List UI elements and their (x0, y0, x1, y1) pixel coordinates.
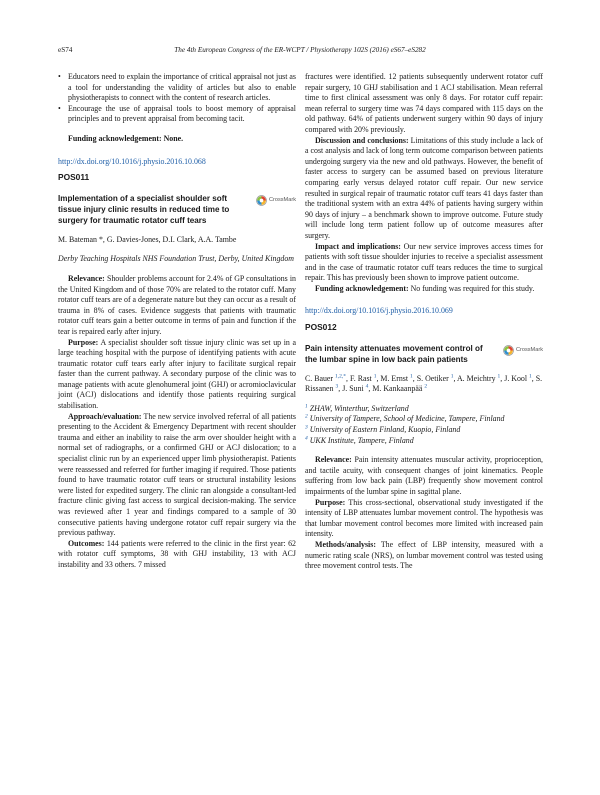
section-outcomes (58, 539, 296, 571)
section-label: Discussion and conclusions: (315, 135, 409, 145)
section-label: Purpose: (68, 337, 99, 347)
section-text: No funding was required for this study. (410, 283, 535, 293)
author-list: M. Bateman *, G. Davies-Jones, D.I. Clark, A.A. Tambe (58, 234, 237, 244)
abstract-title-text: Implementation of a specialist shoulder soft tissue injury clinic results in reduced time to surgery for traumatic rotator cuff tears (58, 193, 230, 225)
affiliation-list (305, 404, 543, 446)
section-label: Purpose: (315, 497, 346, 507)
section-impact (305, 242, 543, 284)
author: M. Kankaanpää $^2$ (372, 383, 428, 394)
author: C. Bauer $^{1,2,*}$, (305, 373, 350, 383)
section-text: Our new service improves access times for patients with soft tissue shoulder injuries to receive a specialist assessment and in the case of traumatic rotator cuff tears reduces the time to surgical repair. This has previously been shown to improve patient outcome. (305, 241, 543, 283)
section-approach (58, 412, 296, 539)
abstract-title-text: Pain intensity attenuates movement control of the lumbar spine in low back pain patients (305, 343, 483, 364)
section-purpose (305, 498, 543, 540)
author: S. Rissanen $^3$, (305, 373, 543, 394)
doi-link[interactable]: http://dx.doi.org/10.1016/j.physio.2016.10.069 (305, 306, 453, 316)
author: F. Rast $^1$, (350, 373, 381, 383)
author: J. Kool $^1$, (504, 373, 536, 383)
page-number: eS74 (58, 46, 73, 54)
section-label: Approach/evaluation: (68, 411, 142, 421)
affiliation: $^3$ University of Eastern Finland, Kuopio, Finland (305, 424, 461, 435)
section-purpose (58, 338, 296, 412)
section-text: Shoulder problems account for 2.4% of GP consultations in the United Kingdom and of those 70% are related to the rotator cuff. Many rotator cuff tears are of a degenerate nature but they can occur as a result of trauma in 8% of cases. Evidence suggests that patients with traumatic rotator cuff tears gain a better outcome in terms of pain and function if the tear is repaired early after injury. (58, 273, 296, 336)
affiliation: Derby Teaching Hospitals NHS Foundation Trust, Derby, United Kingdom (58, 254, 294, 264)
abstract-title (58, 193, 296, 226)
section-discussion (305, 136, 543, 242)
author: J. Suni $^4$, (342, 383, 373, 394)
section-funding (305, 284, 543, 295)
section-text: Pain intensity attenuates muscular activity, proprioception, and tactile acuity, with consequent changes of joint kinematics. People suffering from low back pain (LBP) frequently show movement control impairments of the lumbar spine in sagittal plane. (305, 455, 543, 496)
section-text: Limitations of this study include a lack of a cost analysis and lack of long term outcome comparison between patients undergoing surgery via the new and old pathways. However, the benefit of faster access to surgery can be assumed based on previous literature comparing early versus delayed rotator cuff repair. Our new service resulted in surgical repair of traumatic rotator cuff tears 41 days faster than the traditional system with an extra 44% of patients having surgery within 90 days of injury – a benchmark shown to improve outcome. Future study will include long term patient follow up of outcome measures after surgery. (305, 135, 543, 240)
section-text: 144 patients were referred to the clinic in the first year: 62 with rotator cuff symptoms, 38 with GHJ instability, 13 with ACJ instability and 33 others. 7 missed (58, 538, 296, 569)
section-text: This cross-sectional, observational study investigated if the intensity of LBP attenuates lumbar movement control. The hypothesis was that lumbar movement control becomes more limited with increased pain intensity. (305, 497, 543, 539)
abstract-code: POS011 (58, 172, 90, 183)
section-label: Impact and implications: (315, 241, 401, 251)
section-label: Outcomes: (68, 538, 105, 548)
section-relevance (58, 274, 296, 338)
author: M. Ernst $^1$, (380, 373, 417, 383)
crossmark-icon (503, 345, 514, 356)
abstract-code: POS012 (305, 322, 337, 333)
journal-title: The 4th European Congress of the ER-WCPT / Physiotherapy 102S (2016) eS67–eS282 (174, 46, 426, 54)
section-methods (305, 540, 543, 572)
section-text: The new service involved referral of all patients presenting to the Accident & Emergency Department with recent shoulder trauma and either an inability to raise the arm over shoulder height with a normal set of radiographs, or a confirmed GHJ or ACJ dislocation; to a specialist clinic run by an experienced upper limb physiotherapist. Patients were reassessed and referred for further imaging if required. Those patients found to have traumatic rotator cuff tears or structural instability lesions were listed for expedited surgery. The clinic ran alongside a consultant-led fracture clinic giving fast access to surgical decision-making. The service was reviewed after 1 year and findings compared to a sample of 30 consecutive patients having undergone rotator cuff repair surgery via the previous pathway. (58, 411, 296, 538)
doi-link[interactable]: http://dx.doi.org/10.1016/j.physio.2016.10.068 (58, 156, 206, 166)
affiliation: $^4$ UKK Institute, Tampere, Finland (305, 435, 414, 445)
funding-note-text: Funding acknowledgement: None. (68, 133, 184, 143)
section-text: A specialist shoulder soft tissue injury clinic was set up in a large teaching hospital with the purpose of identifying patients with acute traumatic rotator cuff tears early after injury to facilitate surgical repair faster than the current pathway. A secondary purpose of the clinic was to manage patients with acute glenohumeral joint (GHJ) or acromioclavicular joint (ACJ) dislocations and identify those patients requiring surgical stabilisation. (58, 337, 296, 411)
section-relevance (305, 455, 543, 497)
crossmark-label: CrossMark (515, 346, 543, 353)
section-label: Methods/analysis: (315, 539, 376, 549)
affiliation: $^1$ ZHAW, Winterthur, Switzerland (305, 403, 409, 413)
bullet-item: • Encourage the use of appraisal tools to boost memory of appraisal principles and to prevent appraisal from becoming tacit. (58, 104, 296, 125)
crossmark-badge[interactable] (256, 195, 296, 206)
funding-note (58, 134, 296, 145)
bullet-item: • Educators need to explain the importance of critical appraisal not just as a tool for understanding the validity of articles but also to enable physiotherapists to connect with the content of research articles. (58, 72, 296, 104)
section-text: The effect of LBP intensity, measured with a numeric rating scale (NRS), on lumbar movement control was tested using three movement control tests. The (305, 539, 543, 571)
crossmark-label: CrossMark (268, 196, 296, 203)
affiliation: $^2$ University of Tampere, School of Medicine, Tampere, Finland (305, 413, 505, 424)
crossmark-icon (256, 195, 267, 206)
section-label: Funding acknowledgement: (315, 283, 409, 293)
outcomes-continued: fractures were identified. 12 patients subsequently underwent rotator cuff repair surgery, 10 GHJ stabilisation and 1 ACJ stabilisation. Mean referral time to first clinical assessment was only 8 days. For rotator cuff repair: mean referral to surgery time was 74 days compared with 115 days on the old pathway. 64% of patients underwent surgery within 90 days of injury compared with 20% previously. (305, 72, 543, 134)
abstract-title (305, 343, 543, 365)
author: S. Oetiker $^1$, (416, 373, 457, 383)
left-column (58, 72, 296, 571)
section-label: Relevance: (315, 455, 352, 465)
running-header (58, 46, 542, 58)
author: A. Meichtry $^1$, (456, 373, 505, 383)
right-column (305, 72, 543, 572)
crossmark-badge[interactable] (503, 345, 543, 356)
section-label: Relevance: (68, 273, 105, 283)
author-list (305, 374, 543, 395)
